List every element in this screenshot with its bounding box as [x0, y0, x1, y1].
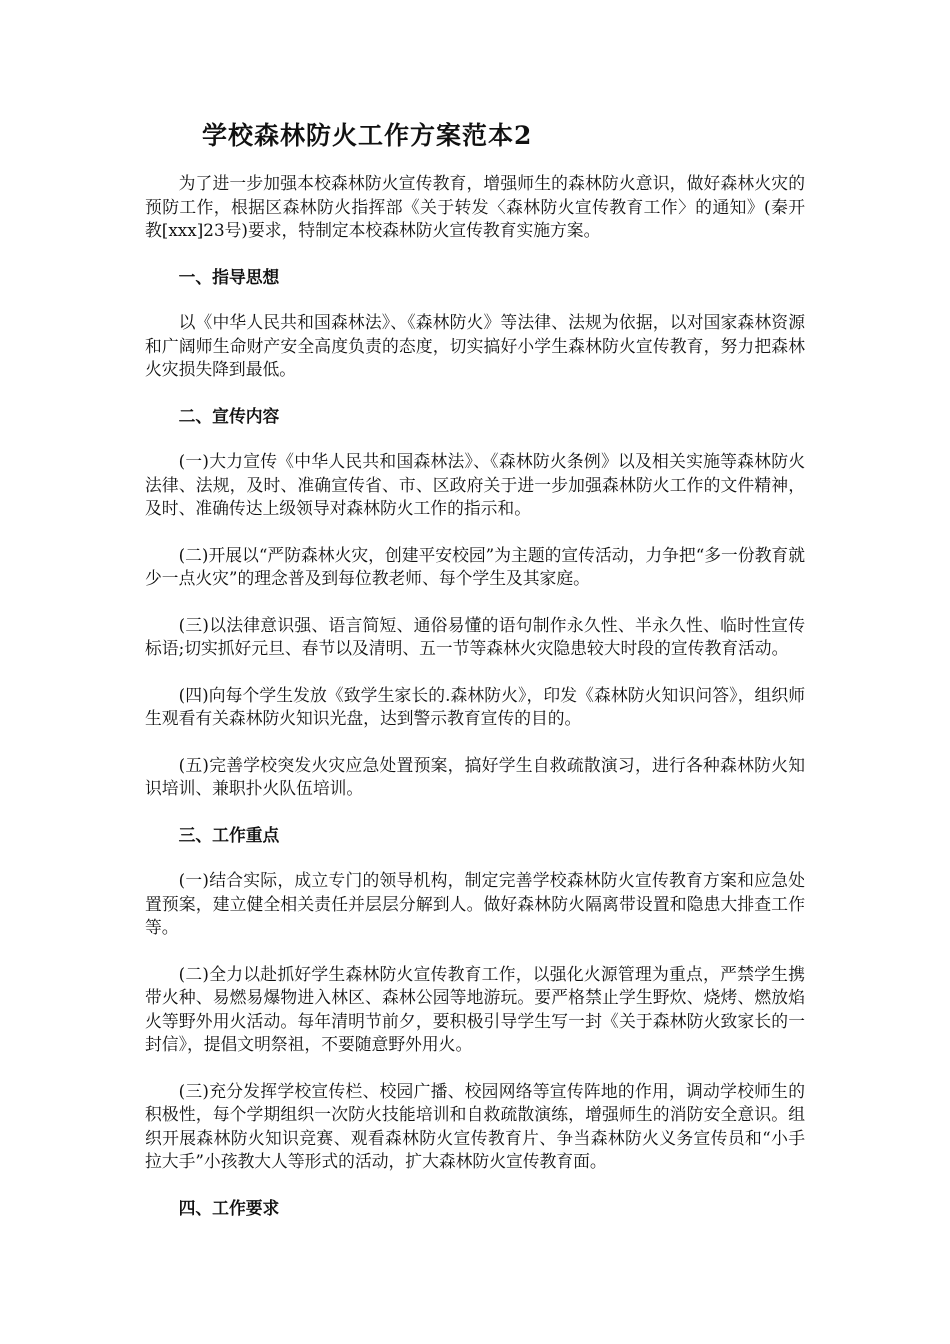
section-heading-publicity-content: 二、宣传内容: [178, 405, 280, 426]
paragraph: (一)结合实际，成立专门的领导机构，制定完善学校森林防火宣传教育方案和应急处置预案，建立健全相关责任并层层分解到人。做好森林防火隔离带设置和隐患大排查工作等。: [145, 870, 805, 937]
paragraph: (三)充分发挥学校宣传栏、校园广播、校园网络等宣传阵地的作用，调动学校师生的积极性，每个学期组织一次防火技能培训和自救疏散演练，增强师生的消防安全意识。组织开展森林防火知识竞赛、观看森林防火宣传教育片、争当森林防火义务宣传员和“小手拉大手”小孩教大人等形式的活动，扩大森林防火宣传教育面。: [145, 1080, 805, 1171]
section-heading-work-requirements: 四、工作要求: [178, 1197, 280, 1218]
paragraph: 以《中华人民共和国森林法》、《森林防火》等法律、法规为依据，以对国家森林资源和广阔师生命财产安全高度负责的态度，切实搞好小学生森林防火宣传教育，努力把森林火灾损失降到最低。: [145, 312, 805, 379]
paragraph: (二)开展以“严防森林火灾，创建平安校园”为主题的宣传活动，力争把“多一份教育就少一点火灾”的理念普及到每位教老师、每个学生及其家庭。: [145, 544, 805, 588]
paragraph: (五)完善学校突发火灾应急处置预案，搞好学生自救疏散演习，进行各种森林防火知识培训、兼职扑火队伍培训。: [145, 754, 805, 798]
paragraph: (一)大力宣传《中华人民共和国森林法》、《森林防火条例》以及相关实施等森林防火法律、法规，及时、准确宣传省、市、区政府关于进一步加强森林防火工作的文件精神，及时、准确传达上级领导对森林防火工作的指示和。: [145, 451, 805, 518]
paragraph: (二)全力以赴抓好学生森林防火宣传教育工作，以强化火源管理为重点，严禁学生携带火种、易燃易爆物进入林区、森林公园等地游玩。要严格禁止学生野炊、烧烤、燃放焰火等野外用火活动。每年清明节前夕，要积极引导学生写一封《关于森林防火致家长的一封信》，提倡文明祭祖，不要随意野外用火。: [145, 963, 805, 1054]
section-heading-work-focus: 三、工作重点: [178, 824, 280, 845]
paragraph: (四)向每个学生发放《致学生家长的.森林防火》，印发《森林防火知识问答》，组织师生观看有关森林防火知识光盘，达到警示教育宣传的目的。: [145, 684, 805, 728]
document-body: [145, 172, 805, 1242]
section-heading-guiding-ideology: 一、指导思想: [178, 266, 280, 287]
document-title: 学校森林防火工作方案范本2: [202, 121, 533, 150]
paragraph: (三)以法律意识强、语言简短、通俗易懂的语句制作永久性、半永久性、临时性宣传标语;切实抓好元旦、春节以及清明、五一节等森林火灾隐患较大时段的宣传教育活动。: [145, 614, 805, 658]
paragraph-intro: 为了进一步加强本校森林防火宣传教育，增强师生的森林防火意识，做好森林火灾的预防工作，根据区森林防火指挥部《关于转发〈森林防火宣传教育工作〉的通知》(秦开教[xxx]23号)要求，特制定本校森林防火宣传教育实施方案。: [145, 173, 805, 240]
